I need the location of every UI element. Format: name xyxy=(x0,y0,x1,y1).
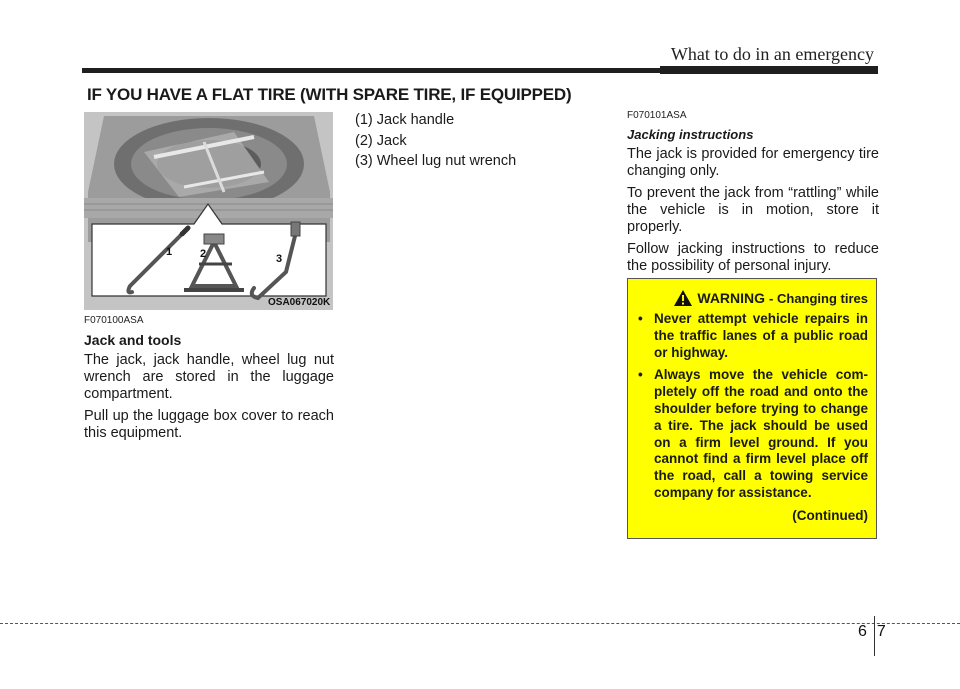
jack-tools-figure xyxy=(84,112,333,310)
section-heading: IF YOU HAVE A FLAT TIRE (WITH SPARE TIRE, IF EQUIPPED) xyxy=(87,85,572,104)
bullet: • xyxy=(638,311,643,326)
callout-3: 3 xyxy=(276,253,283,265)
warning-triangle-icon xyxy=(673,289,693,307)
page-number-value: 7 xyxy=(876,623,896,640)
section-code: F070100ASA xyxy=(84,315,144,326)
paragraph: To prevent the jack from “rattling” while the vehicle is in motion, store it properly. xyxy=(627,185,879,235)
warning-title: WARNING xyxy=(697,290,766,306)
callout-2: 2 xyxy=(200,248,207,260)
column-jack-and-tools xyxy=(84,315,334,447)
page-number xyxy=(858,623,896,641)
footer-rule xyxy=(0,623,960,624)
warning-header xyxy=(638,289,868,307)
subheading-jacking-instructions: Jacking instructions xyxy=(627,127,754,142)
subheading-jack-and-tools: Jack and tools xyxy=(84,332,182,348)
warning-item xyxy=(638,367,868,501)
figure-code: OSA067020K xyxy=(268,297,331,308)
luggage-compartment-illustration xyxy=(84,112,333,310)
bullet: • xyxy=(638,367,643,383)
header-rule-accent xyxy=(660,66,878,74)
page-section-number: 6 xyxy=(858,623,877,640)
column-jacking-instructions xyxy=(627,110,879,280)
list-item: (1) Jack handle xyxy=(355,112,455,128)
paragraph: The jack, jack handle, wheel lug nut wrench are stored in the luggage compartment. xyxy=(84,352,334,402)
list-item: (3) Wheel lug nut wrench xyxy=(355,153,517,169)
paragraph: Pull up the luggage box cover to reach this equipment. xyxy=(84,408,334,441)
list-item: (2) Jack xyxy=(355,132,407,149)
paragraph: Follow jacking instructions to reduce the possibility of personal injury. xyxy=(627,241,879,274)
warning-subtitle: - Changing tires xyxy=(769,290,868,306)
section-code: F070101ASA xyxy=(627,110,687,121)
warning-item xyxy=(638,311,868,361)
column-tool-list xyxy=(355,110,605,172)
warning-item-text: Always move the vehicle com-pletely off the road and onto the shoulder before trying to change a tire. The jack should be used on a firm level ground. If you cannot find a firm level place off the road, call a towing service company for assistance. xyxy=(654,367,868,500)
callout-1: 1 xyxy=(166,246,173,258)
warning-box xyxy=(627,278,877,539)
paragraph: The jack is provided for emergency tire changing only. xyxy=(627,146,879,179)
chapter-title: What to do in an emergency xyxy=(670,44,874,64)
warning-item-text: Never attempt vehicle repairs in the traffic lanes of a public road or highway. xyxy=(654,311,868,360)
continued-label: (Continued) xyxy=(792,507,868,523)
